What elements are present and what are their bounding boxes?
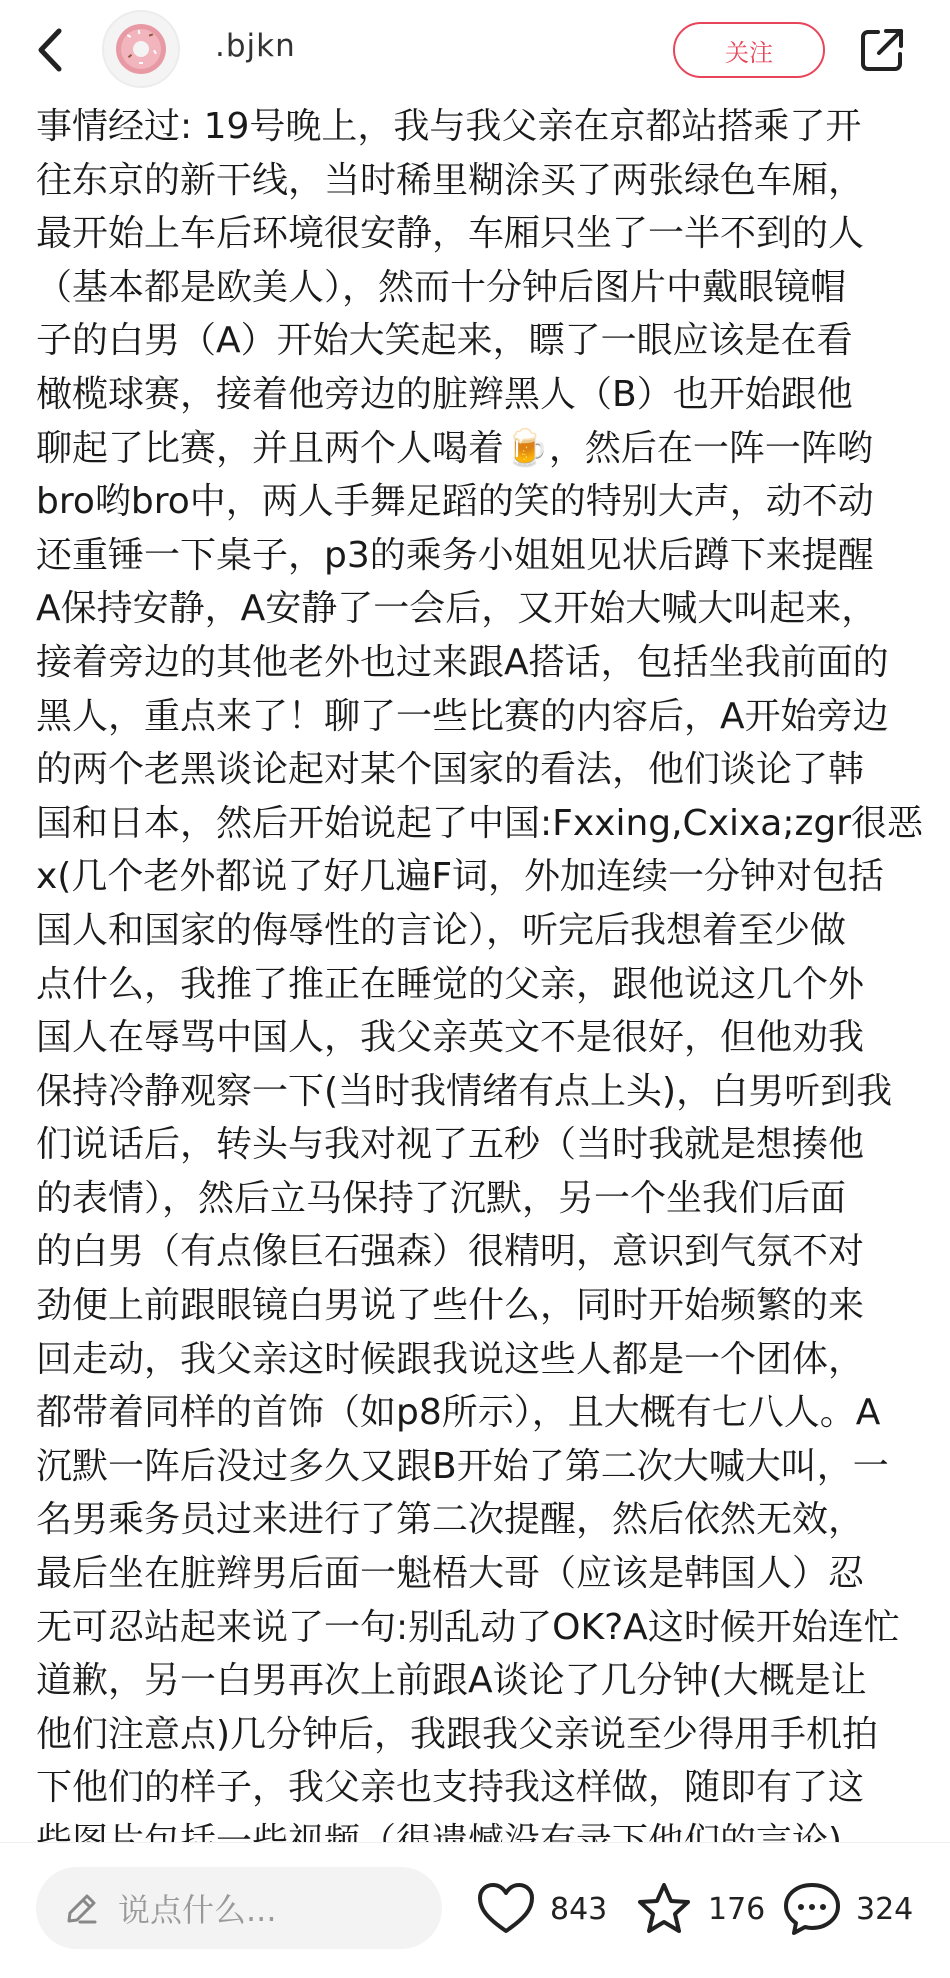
post-line: 的表情），然后立马保持了沉默，另一个坐我们后面	[36, 1177, 847, 1219]
post-line: 名男乘务员过来进行了第二次提醒，然后依然无效，	[36, 1499, 865, 1541]
donut-icon	[113, 21, 169, 77]
post-line: 国人和国家的侮辱性的言论），听完后我想着至少做	[36, 909, 847, 951]
post-line: 聊起了比赛，并且两个人喝着🍺，然后在一阵一阵哟	[36, 427, 873, 469]
post-line: 无可忍站起来说了一句:别乱动了OK?A这时候开始连忙	[36, 1606, 900, 1648]
like-button[interactable]	[476, 1873, 607, 1945]
post-line: x(几个老外都说了好几遍F词，外加连续一分钟对包括	[36, 856, 885, 898]
post-line: 保持冷静观察一下(当时我情绪有点上头)，白男听到我	[36, 1070, 893, 1112]
comments-button[interactable]	[782, 1873, 913, 1945]
post-line: 国和日本，然后开始说起了中国:Fxxing,Cxixa;zgr很恶	[36, 802, 924, 844]
top-header	[0, 0, 950, 108]
collect-button[interactable]	[634, 1873, 765, 1945]
back-button[interactable]	[24, 18, 76, 82]
post-line: 道歉，另一白男再次上前跟A谈论了几分钟(大概是让	[36, 1660, 867, 1702]
post-line: 点什么，我推了推正在睡觉的父亲，跟他说这几个外	[36, 963, 865, 1005]
post-line: 下他们的样子，我父亲也支持我这样做，随即有了这	[36, 1767, 865, 1809]
post-line: 子的白男（A）开始大笑起来，瞟了一眼应该是在看	[36, 320, 853, 362]
post-line: 都带着同样的首饰（如p8所示），且大概有七八人。A	[36, 1392, 881, 1434]
comment-input[interactable]	[36, 1867, 442, 1949]
comment-bubble-icon	[782, 1879, 842, 1939]
post-line: A保持安静，A安静了一会后，又开始大喊大叫起来，	[36, 588, 878, 630]
star-count: 176	[708, 1891, 766, 1927]
post-line: 最开始上车后环境很安静，车厢只坐了一半不到的人	[36, 213, 865, 255]
post-line: 最后坐在脏辫男后面一魁梧大哥（应该是韩国人）忍	[36, 1553, 865, 1595]
post-line: 橄榄球赛，接着他旁边的脏辫黑人（B）也开始跟他	[36, 373, 853, 415]
pen-icon	[64, 1890, 100, 1926]
post-line: 回走动，我父亲这时候跟我说这些人都是一个团体，	[36, 1338, 865, 1380]
post-line: bro哟bro中，两人手舞足蹈的笑的特别大声，动不动	[36, 481, 874, 523]
post-line: 们说话后，转头与我对视了五秒（当时我就是想揍他	[36, 1124, 865, 1166]
post-line: 还重锤一下桌子，p3的乘务小姐姐见状后蹲下来提醒	[36, 534, 874, 576]
like-count: 843	[550, 1891, 608, 1927]
post-line: 往东京的新干线，当时稀里糊涂买了两张绿色车厢，	[36, 159, 865, 201]
heart-icon	[476, 1879, 536, 1939]
bottom-action-bar	[0, 1842, 950, 1978]
post-line: （基本都是欧美人），然而十分钟后图片中戴眼镜帽	[36, 266, 847, 308]
post-line: 黑人，重点来了！聊了一些比赛的内容后，A开始旁边	[36, 695, 889, 737]
comment-placeholder: 说点什么...	[118, 1891, 277, 1929]
share-icon	[858, 26, 906, 74]
chevron-left-icon	[35, 27, 65, 73]
star-icon	[634, 1879, 694, 1939]
post-line: 的两个老黑谈论起对某个国家的看法，他们谈论了韩	[36, 749, 865, 791]
post-line: 的白男（有点像巨石强森）很精明，意识到气氛不对	[36, 1231, 865, 1273]
post-line: 劲便上前跟眼镜白男说了些什么，同时开始频繁的来	[36, 1285, 865, 1327]
post-line: 沉默一阵后没过多久又跟B开始了第二次大喊大叫，一	[36, 1445, 889, 1487]
post-line: 他们注意点)几分钟后，我跟我父亲说至少得用手机拍	[36, 1713, 879, 1755]
post-line: 接着旁边的其他老外也过来跟A搭话，包括坐我前面的	[36, 641, 889, 683]
post-body	[36, 100, 924, 1869]
username[interactable]: .bjkn	[215, 28, 296, 64]
avatar[interactable]	[102, 10, 180, 88]
comment-count: 324	[856, 1891, 914, 1927]
post-line: 国人在辱骂中国人，我父亲英文不是很好，但他劝我	[36, 1017, 865, 1059]
post-line: 事情经过: 19号晚上，我与我父亲在京都站搭乘了开	[36, 106, 862, 147]
share-button[interactable]	[852, 20, 912, 80]
follow-button[interactable]: 关注	[673, 22, 825, 78]
